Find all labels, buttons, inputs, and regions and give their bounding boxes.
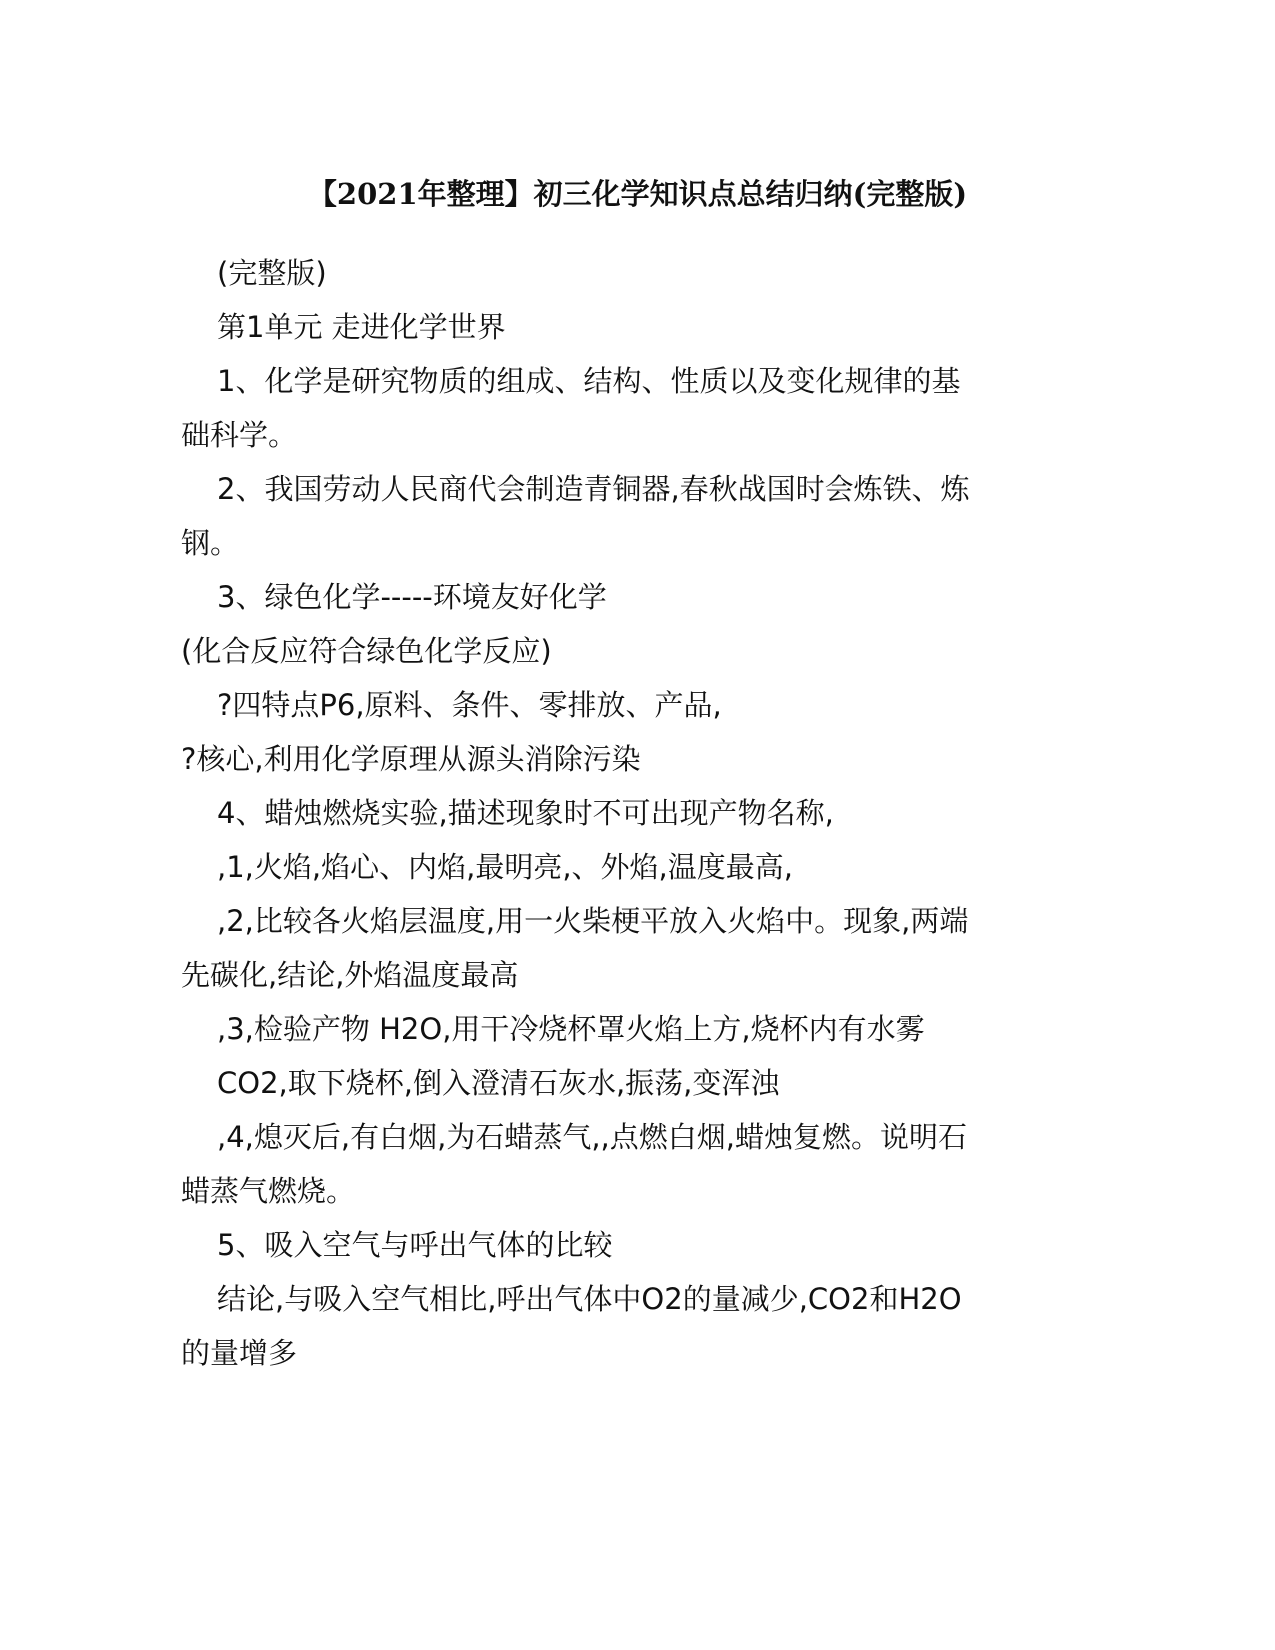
text-line: ,3,检验产物 H2O,用干冷烧杯罩火焰上方,烧杯内有水雾 [217, 1012, 925, 1046]
text-line: CO2,取下烧杯,倒入澄清石灰水,振荡,变浑浊 [217, 1066, 780, 1100]
text-line: ,1,火焰,焰心、内焰,最明亮,、外焰,温度最高, [217, 850, 793, 884]
text-line: 结论,与吸入空气相比,呼出气体中O2的量减少,CO2和H2O [217, 1282, 962, 1316]
text-line: 的量增多 [181, 1336, 298, 1370]
text-line: 4、蜡烛燃烧实验,描述现象时不可出现产物名称, [217, 796, 834, 830]
text-line: ,2,比较各火焰层温度,用一火柴梗平放入火焰中。现象,两端 [217, 904, 969, 938]
text-line: ?四特点P6,原料、条件、零排放、产品, [217, 688, 722, 722]
text-line: 蜡蒸气燃烧。 [181, 1174, 356, 1208]
text-line: ,4,熄灭后,有白烟,为石蜡蒸气,,点燃白烟,蜡烛复燃。说明石 [217, 1120, 967, 1154]
text-line: 1、化学是研究物质的组成、结构、性质以及变化规律的基 [217, 364, 961, 398]
text-line: (化合反应符合绿色化学反应) [181, 634, 552, 668]
text-line: 5、吸入空气与呼出气体的比较 [217, 1228, 613, 1262]
text-line: 第1单元 走进化学世界 [217, 310, 506, 344]
text-line: (完整版) [217, 256, 327, 290]
text-line: 钢。 [181, 526, 240, 560]
text-line: 3、绿色化学-----环境友好化学 [217, 580, 607, 614]
document-body [181, 246, 1051, 1380]
text-line: 础科学。 [181, 418, 298, 452]
document-title: 【2021年整理】初三化学知识点总结归纳(完整版) [307, 177, 968, 211]
text-line: 2、我国劳动人民商代会制造青铜器,春秋战国时会炼铁、炼 [217, 472, 970, 506]
text-line: 先碳化,结论,外焰温度最高 [181, 958, 519, 992]
text-line: ?核心,利用化学原理从源头消除污染 [181, 742, 641, 776]
